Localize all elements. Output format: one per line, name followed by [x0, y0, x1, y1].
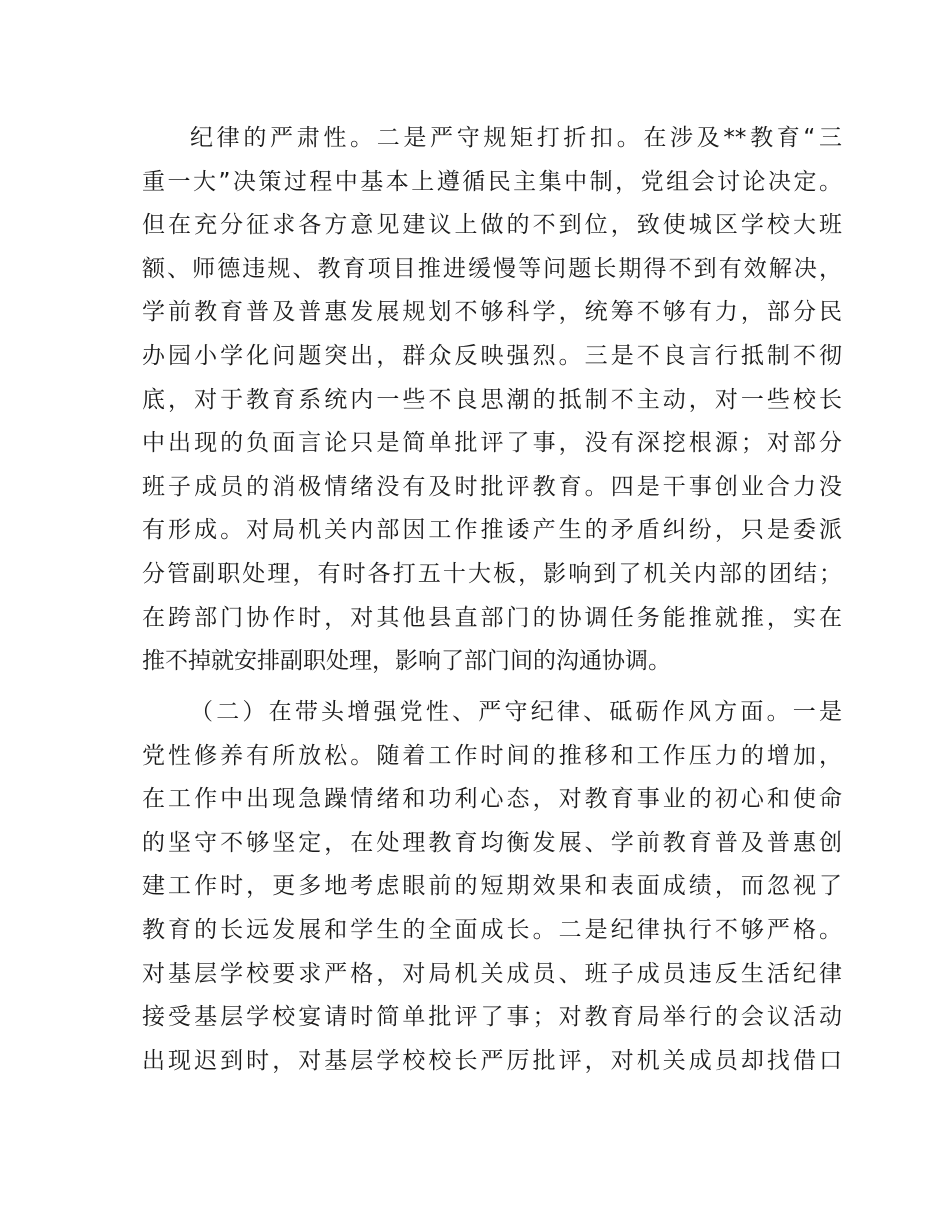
paragraph-line: 重一大”决策过程中基本上遵循民主集中制，党组会讨论决定。 — [142, 168, 842, 195]
paragraph-line: 中出现的负面言论只是简单批评了事，没有深挖根源；对部分 — [142, 430, 842, 457]
paragraph-line: 接受基层学校宴请时简单批评了事；对教育局举行的会议活动 — [142, 1004, 842, 1031]
paragraph-line: 办园小学化问题突出，群众反映强烈。三是不良言行抵制不彻 — [142, 342, 842, 369]
paragraph-line: 党性修养有所放松。随着工作时间的推移和工作压力的增加， — [142, 742, 842, 769]
paragraph-line: 在工作中出现急躁情绪和功利心态，对教育事业的初心和使命 — [142, 786, 842, 813]
paragraph-line: 有形成。对局机关内部因工作推诿产生的矛盾纠纷，只是委派 — [142, 517, 842, 544]
paragraph-line: 对基层学校要求严格，对局机关成员、班子成员违反生活纪律 — [142, 960, 842, 987]
paragraph-line: 的坚守不够坚定，在处理教育均衡发展、学前教育普及普惠创 — [142, 829, 842, 856]
paragraph-1 — [142, 117, 842, 684]
paragraph-line: 学前教育普及普惠发展规划不够科学，统筹不够有力，部分民 — [142, 299, 842, 326]
paragraph-line: 分管副职处理，有时各打五十大板，影响到了机关内部的团结； — [142, 560, 842, 587]
paragraph-line: 教育的长远发展和学生的全面成长。二是纪律执行不够严格。 — [142, 916, 842, 943]
paragraph-line: （二）在带头增强党性、严守纪律、砥砺作风方面。一是 — [190, 699, 842, 725]
paragraph-line: 但在充分征求各方意见建议上做的不到位，致使城区学校大班 — [142, 212, 842, 239]
paragraph-line: 建工作时，更多地考虑眼前的短期效果和表面成绩，而忽视了 — [142, 873, 842, 900]
paragraph-line: 纪律的严肃性。二是严守规矩打折扣。在涉及**教育“三 — [190, 125, 842, 151]
paragraph-line: 出现迟到时，对基层学校校长严厉批评，对机关成员却找借口 — [142, 1047, 842, 1074]
paragraph-line: 班子成员的消极情绪没有及时批评教育。四是干事创业合力没 — [142, 473, 842, 500]
paragraph-line: 推不掉就安排副职处理，影响了部门间的沟通协调。 — [142, 648, 671, 675]
paragraph-line: 在跨部门协作时，对其他县直部门的协调任务能推就推，实在 — [142, 604, 842, 631]
paragraph-line: 额、师德违规、教育项目推进缓慢等问题长期得不到有效解决， — [142, 255, 842, 282]
paragraph-line: 底，对于教育系统内一些不良思潮的抵制不主动，对一些校长 — [142, 386, 842, 413]
paragraph-2 — [142, 691, 842, 1083]
